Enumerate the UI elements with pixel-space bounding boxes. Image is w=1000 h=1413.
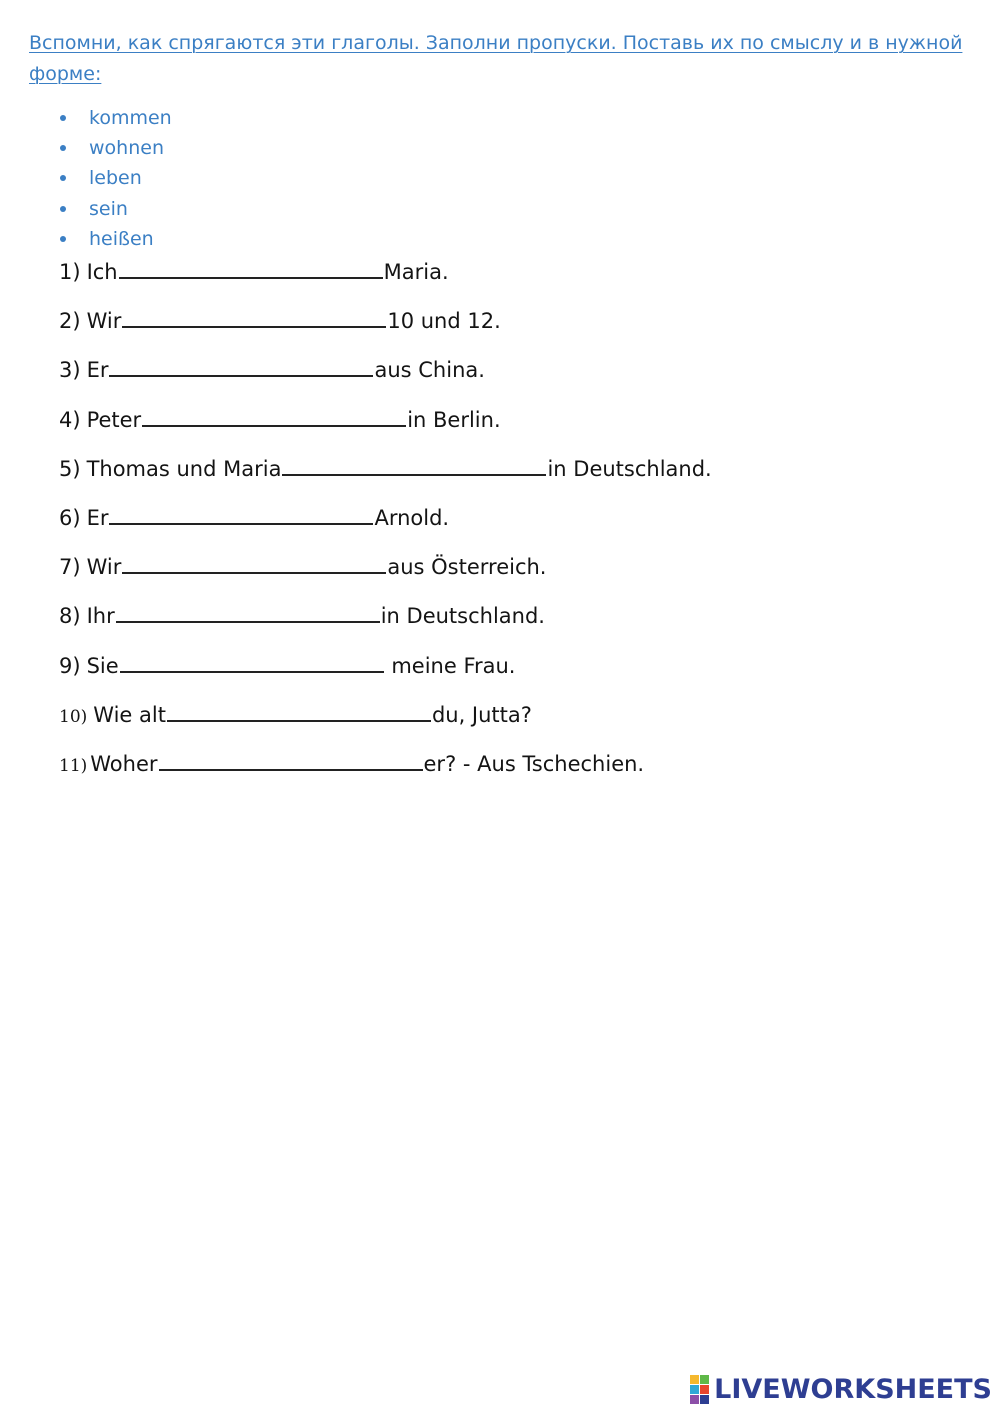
sentence-end: 10 und 12. — [387, 309, 501, 334]
logo-text: LIVEWORKSHEETS — [714, 1374, 992, 1405]
bullet-icon — [60, 175, 66, 181]
liveworksheets-logo-icon — [690, 1375, 709, 1404]
exercise-number: 3) — [59, 358, 81, 383]
exercise-item — [59, 451, 712, 500]
answer-blank[interactable] — [116, 603, 380, 623]
exercise-number: 7) — [59, 555, 81, 580]
verb-item — [58, 103, 172, 133]
exercise-number: 9) — [59, 653, 81, 678]
verb-label: kommen — [89, 107, 172, 129]
exercise-number: 1) — [59, 260, 81, 284]
exercise-item — [59, 598, 712, 647]
verb-list — [58, 103, 172, 254]
sentence-end: in Deutschland. — [380, 604, 545, 629]
bullet-icon — [60, 145, 66, 151]
bullet-icon — [60, 236, 66, 242]
sentence-start: Er — [86, 358, 109, 383]
exercise-item — [59, 549, 712, 598]
sentence-start: Er — [86, 505, 109, 530]
sentence-end: er? - Aus Tschechien. — [423, 751, 645, 776]
verb-item — [58, 163, 172, 193]
bullet-icon — [60, 206, 66, 212]
exercise-number: 4) — [59, 407, 81, 432]
sentence-end: Arnold. — [374, 505, 450, 530]
exercise-item — [59, 648, 712, 697]
exercise-number: 8) — [59, 604, 81, 629]
sentence-end: in Berlin. — [407, 407, 501, 432]
exercise-item — [59, 303, 712, 352]
exercise-item — [59, 746, 712, 795]
verb-label: leben — [89, 167, 142, 190]
exercise-item — [59, 352, 712, 401]
exercise-number: 11) — [59, 755, 88, 776]
sentence-start: Woher — [90, 751, 158, 776]
sentence-start: Sie — [86, 653, 119, 678]
answer-blank[interactable] — [119, 259, 383, 279]
verb-label: heißen — [89, 227, 154, 250]
verb-label: wohnen — [89, 137, 164, 160]
answer-blank[interactable] — [159, 751, 423, 771]
sentence-start: Wir — [86, 309, 122, 334]
answer-blank[interactable] — [167, 702, 431, 722]
answer-blank[interactable] — [120, 653, 384, 673]
exercise-item — [59, 402, 712, 451]
verb-label: sein — [89, 197, 128, 220]
exercise-number: 10) — [59, 706, 88, 727]
exercise-item — [59, 500, 712, 549]
liveworksheets-logo[interactable] — [690, 1374, 992, 1405]
answer-blank[interactable] — [122, 308, 386, 328]
verb-item — [58, 224, 172, 254]
answer-blank[interactable] — [122, 554, 386, 574]
sentence-end: meine Frau. — [384, 653, 516, 678]
exercise-item — [59, 254, 712, 303]
sentence-start: Ich — [86, 260, 118, 284]
sentence-start: Thomas und Maria — [86, 456, 282, 481]
answer-blank[interactable] — [282, 456, 546, 476]
answer-blank[interactable] — [142, 407, 406, 427]
sentence-start: Ihr — [86, 604, 115, 629]
exercise-item — [59, 697, 712, 746]
exercise-list — [59, 254, 712, 795]
exercise-number: 6) — [59, 505, 81, 530]
answer-blank[interactable] — [109, 505, 373, 525]
sentence-end: du, Jutta? — [431, 702, 532, 727]
sentence-end: aus China. — [374, 358, 485, 383]
verb-item — [58, 194, 172, 224]
bullet-icon — [60, 115, 66, 121]
sentence-start: Wie alt — [93, 702, 166, 727]
sentence-end: Maria. — [383, 260, 449, 284]
exercise-number: 2) — [59, 309, 81, 334]
instruction-text: Вспомни, как спрягаются эти глаголы. Заполни пропуски. Поставь их по смыслу и в нужной форме: — [29, 32, 963, 85]
sentence-start: Peter — [86, 407, 142, 432]
verb-item — [58, 133, 172, 163]
exercise-number: 5) — [59, 456, 81, 481]
answer-blank[interactable] — [109, 357, 373, 377]
sentence-start: Wir — [86, 555, 122, 580]
sentence-end: in Deutschland. — [547, 456, 712, 481]
sentence-end: aus Österreich. — [387, 555, 547, 580]
